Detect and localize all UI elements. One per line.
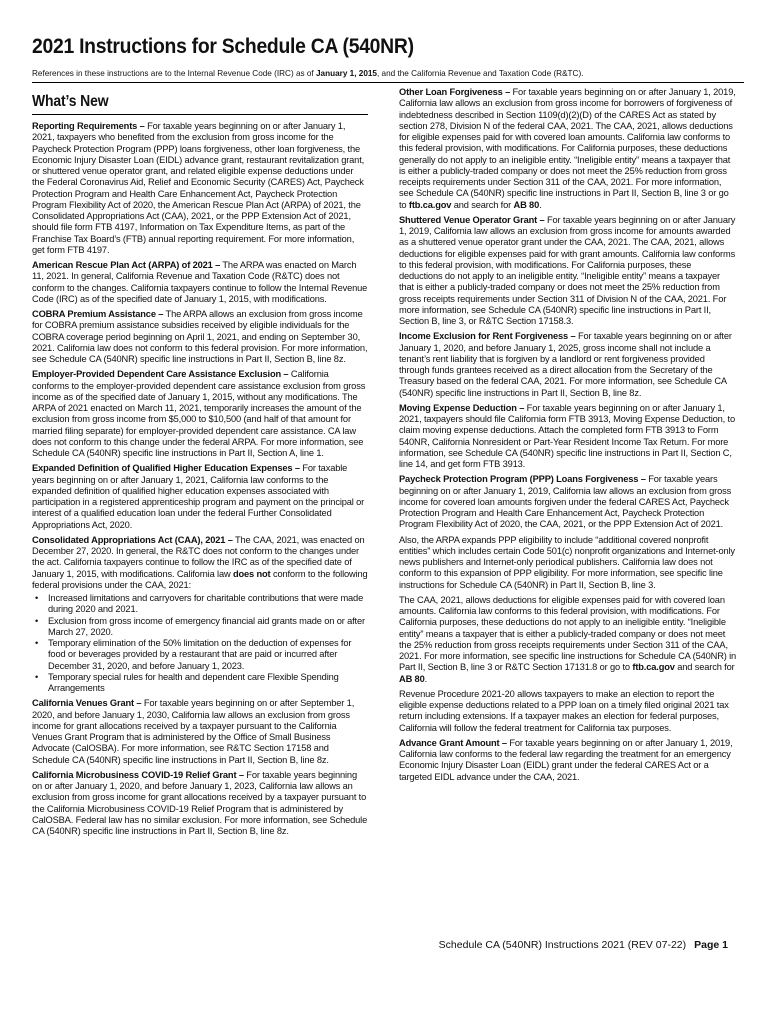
paragraph-heading: Paycheck Protection Program (PPP) Loans Forgiveness –: [399, 474, 646, 485]
paragraph-body: For taxable years beginning on or after January 1, 2021, taxpayers should file California form FTB 3913, Moving Expense Deduction, to claim moving expense deductions. Attach the completed form FTB 3913 to Form 540NR, California Nonresident or Part-Year Resident Income Tax Return. For more information, see Schedule CA (540NR) specific line instructions in Part II, Section C, line 14, and get form FTB 3913.: [399, 402, 736, 469]
paragraph-body: For taxable years beginning on or after January 1, 2021, taxpayers who benefited from the exclusion from gross income for the Paycheck Protection Program (PPP) loans forgiveness, other loan forgiveness, the Economic Injury Disaster Loan (EIDL) advance grant, restaurant revitalization grant, or shuttered venue operator grant, and related eligible expense deductions under the Federal Coronavirus Aid, Relief and Economic Security (CARES) Act, Paycheck Protection Program and Health Care Enhancement Act, Paycheck Protection Program Flexibility Act of 2020, the American Rescue Plan Act (ARPA) of 2021, the Consolidated Appropriations Act (CAA), 2021, or the PPP Extension Act of 2021, should file form FTB 4197, Information on Tax Expenditure Items, as part of the Franchise Tax Board’s (FTB) annual reporting requirement. For more information, get form FTB 4197.: [32, 121, 365, 255]
rent-forgiveness-paragraph: [399, 331, 737, 399]
paragraph-end: .: [539, 199, 542, 210]
caa-paragraph: [32, 535, 368, 591]
paragraph-body: For taxable years beginning on or after January 1, 2019, California law allows an exclusion from gross income for amounts awarded as a shuttered venue operator grant under the CAA, 2021. The CAA, 2021, allows deductions for eligible expenses paid for with grant amounts. California law conforms to this federal provision, with modifications. For California purposes, these deductions do not apply to an ineligible entity. “Ineligible entity” means a taxpayer that is either a publicly-traded company or does not meet the 25% reduction from gross receipts requirements under Section 311 of Division N of the CAA, 2021. For more information, see Schedule CA (540NR) specific line instructions in Part II, Section B, line 3, or R&TC Section 17158.3.: [399, 214, 736, 326]
ppp-paragraph: [399, 474, 737, 530]
arpa-paragraph: [32, 260, 368, 305]
paragraph-body: For taxable years beginning on or after January 1, 2020, and before January 1, 2025, gross income shall not include a tenant’s rent liability that is forgiven by a landlord or rent forgiveness provided through funds grantees received as a direct allocation from the Secretary of the Treasury based on the federal CAA, 2021. For more information, see Schedule CA (540NR) specific line instructions in Part II, Section B, line 8z.: [399, 331, 732, 398]
revenue-procedure-paragraph: Revenue Procedure 2021-20 allows taxpayers to make an election to report the eligible expense deductions related to a PPP loan on a timely filed original 2021 tax return including extensions. If a taxpayer makes an election for federal purposes, California will follow the federal treatment for California tax purposes.: [399, 688, 729, 733]
section-rule: [32, 114, 368, 115]
paragraph-body: For taxable years beginning on or after January 1, 2020, and before January 1, 2023, California law allows an exclusion from gross income for grant allocations received by a taxpayer pursuant to the California Microbusiness COVID-19 Relief Program that is administered by CalOSBA. Federal law has no similar exclusion. For more information, see Schedule CA (540NR) specific line instructions in Part II, Section B, line 8z.: [32, 769, 368, 836]
paragraph-heading: Moving Expense Deduction –: [399, 402, 525, 413]
paragraph-heading: Income Exclusion for Rent Forgiveness –: [399, 331, 576, 342]
paragraph-heading: Reporting Requirements –: [32, 121, 145, 131]
left-column: [32, 92, 368, 841]
subtitle-text-end: , and the California Revenue and Taxation Code (R&TC).: [376, 69, 584, 78]
page-subtitle: [32, 68, 752, 79]
paragraph-body: For taxable years beginning on or after January 1, 2021, California law conforms to the expanded definition of qualified higher education expenses associated with participation in a registered apprenticeship program and payment on the principal or interest of a qualified education loan under the federal Further Consolidated Appropriations Act, 2020.: [32, 463, 365, 530]
paragraph-body: The CAA, 2021, allows deductions for eligible expenses paid for with covered loan amounts. California law conforms to this federal provision, with modifications. For California purposes, these deductions do not apply to an ineligible entity. “Ineligible entity” means a taxpayer that is either a publicly-traded company or does not meet the 25% reduction from gross receipts requirements under Section 311 of the CAA, 2021. For more information, see specific line instructions for Schedule CA (540NR) in Part II, Section B, line 3 or R&TC Section 17131.8 or go to: [399, 594, 737, 673]
paragraph-body: The ARPA allows an exclusion from gross income for COBRA premium assistance subsidies received by eligible individuals for the COBRA coverage period beginning on April 1, 2021, and ending on September 30, 2021. California law does not conform to this federal provision. For more information, see Schedule CA (540NR) specific line instructions in Part II, Section B, line 8z.: [32, 309, 368, 364]
caa-bullet-list: [32, 593, 368, 694]
other-loan-paragraph: [399, 87, 737, 211]
paragraph-body-end: conform to the following federal provisions under the CAA, 2021:: [32, 568, 368, 590]
paragraph-body: The ARPA was enacted on March 11, 2021. In general, California Revenue and Taxation Code (R&TC) does not conform to the changes. California taxpayers continue to follow the Internal Revenue Code (IRC) as of the specified date of January 1, 2015, with modifications.: [32, 260, 368, 304]
venues-grant-paragraph: [32, 698, 368, 766]
paragraph-body-mid: and search for: [674, 662, 735, 673]
list-item: • Increased limitations and carryovers for charitable contributions that were made during 2020 and 2021.: [32, 593, 368, 616]
list-item: • Temporary special rules for health and dependent care Flexible Spending Arrangements: [32, 672, 368, 695]
page-number: Page 1: [694, 939, 728, 951]
page-title: 2021 Instructions for Schedule CA (540NR): [32, 34, 414, 58]
paragraph-body: For taxable years beginning on or after January 1, 2019, California law allows an exclusion from gross income for borrowers of forgiveness of indebtedness described in Section 1109(d)(2)(D) of the CARES Act as stated by section 278, Division N of the federal CAA, 2021. The CAA, 2021, allows deductions for eligible expenses paid for with covered loan amounts. California law conforms to this federal provision, with modifications. For California purposes, these deductions generally do not apply to an ineligible entity. “Ineligible entity” means a taxpayer that is either a publicly-traded company or does not meet the 25% reduction from gross receipts requirements under Section 311 of the CAA, 2021. For more information, see Schedule CA (540NR) specific line instructions in Part II, Section B, line 3 or go to: [399, 87, 736, 210]
paragraph-body-mid: and search for: [451, 199, 514, 210]
ftb-link[interactable]: ftb.ca.gov: [632, 662, 675, 673]
section-title: What’s New: [32, 93, 109, 110]
paragraph-heading: Other Loan Forgiveness –: [399, 87, 511, 97]
moving-expense-paragraph: [399, 403, 737, 471]
cobra-paragraph: [32, 309, 368, 365]
list-item: • Exclusion from gross income of emergency financial aid grants made on or after March 27, 2020.: [32, 616, 368, 639]
paragraph-heading: American Rescue Plan Act (ARPA) of 2021 –: [32, 260, 221, 270]
header-rule: [32, 82, 744, 83]
advance-grant-paragraph: [399, 738, 737, 783]
paragraph-body: For taxable years beginning on or after September 1, 2020, and before January 1, 2030, California law allows an exclusion from gross income for grant allocations received by a taxpayer pursuant to the California Venues Grant Program that is administered by the Office of Small Business Advocate (CalOSBA). For more information, see R&TC Section 17158 and Schedule CA (540NR) specific line instructions in Part II, Section B, line 8z.: [32, 698, 355, 765]
list-item: • Temporary elimination of the 50% limitation on the deduction of expenses for food or beverages provided by a restaurant that are paid or incurred after December 31, 2020, and before January 1, 2023.: [32, 638, 368, 672]
paragraph-heading: Shuttered Venue Operator Grant –: [399, 214, 545, 225]
paragraph-emphasis: does not: [232, 568, 271, 579]
paragraph-end: .: [424, 673, 428, 684]
microbusiness-grant-paragraph: [32, 770, 368, 838]
paragraph-heading: Employer-Provided Dependent Care Assistance Exclusion –: [32, 369, 289, 380]
search-term: AB 80: [513, 199, 540, 210]
footer-text: Schedule CA (540NR) Instructions 2021 (REV 07-22): [438, 939, 687, 951]
paragraph-body: For taxable years beginning on or after January 1, 2019, California law conforms to the federal law regarding the treatment for an emergency Economic Injury Disaster Loan (EIDL) grant under the federal CARES Act or a targeted EIDL advance under the CAA, 2021.: [399, 737, 733, 782]
reporting-requirements-paragraph: [32, 121, 368, 256]
higher-education-paragraph: [32, 463, 368, 531]
ppp-eligibility-paragraph: Also, the ARPA expands PPP eligibility to include “additional covered nonprofit entities” which includes certain Code 501(c) nonprofit organizations and Internet-only news publishers and Internet-only periodical publishers. California law does not conform to this expansion of PPP eligibility. For more information, see specific line instructions for Schedule CA (540NR) in Part II, Section B, line 3.: [399, 534, 735, 590]
ftb-link[interactable]: ftb.ca.gov: [408, 199, 452, 210]
paragraph-body: California conforms to the employer-provided dependent care assistance exclusion from gross income as of the specified date of January 1, 2015, without any modifications. The ARPA of 2021 enacted on March 11, 2021, temporarily increases the amount of the exclusion from gross income from $5,000 to $10,500 (and half of that amount for married filing separate) for employer-provided dependent care assistance. CA law does not conform to this change under the federal ARPA. For more information, see Schedule CA (540NR) specific line instructions in Part II, Section A, line 1.: [32, 369, 366, 458]
search-term: AB 80: [399, 673, 425, 684]
paragraph-heading: California Microbusiness COVID-19 Relief Grant –: [32, 769, 244, 780]
paragraph-heading: California Venues Grant –: [32, 698, 142, 709]
paragraph-heading: COBRA Premium Assistance –: [32, 309, 164, 319]
paragraph-heading: Advance Grant Amount –: [399, 737, 507, 748]
paragraph-body: For taxable years beginning on or after January 1, 2019, California law allows an exclusion from gross income for covered loan amounts forgiven under the federal CARES Act, Paycheck Protection Program and Health Care Enhancement Act, Paycheck Protection Program Flexibility Act of 2020, the CAA, 2021, or the PPP Extension Act of 2021.: [399, 474, 732, 530]
paragraph-body: The CAA, 2021, was enacted on December 27, 2020. In general, the R&TC does not conform to the changes under the act. California taxpayers continue to follow the IRC as of the specified date of January 1, 2015, with modifications. California law: [32, 534, 365, 579]
subtitle-text-start: References in these instructions are to the Internal Revenue Code (IRC) as of: [32, 69, 316, 78]
paragraph-heading: Expanded Definition of Qualified Higher Education Expenses –: [32, 463, 300, 474]
page-footer: [439, 939, 728, 951]
paragraph-heading: Consolidated Appropriations Act (CAA), 2021 –: [32, 534, 233, 545]
subtitle-date: January 1, 2015: [315, 69, 377, 78]
ppp-deductions-paragraph: [399, 595, 737, 685]
right-column: [399, 87, 737, 787]
shuttered-venue-paragraph: [399, 215, 737, 328]
dependent-care-paragraph: [32, 369, 368, 459]
